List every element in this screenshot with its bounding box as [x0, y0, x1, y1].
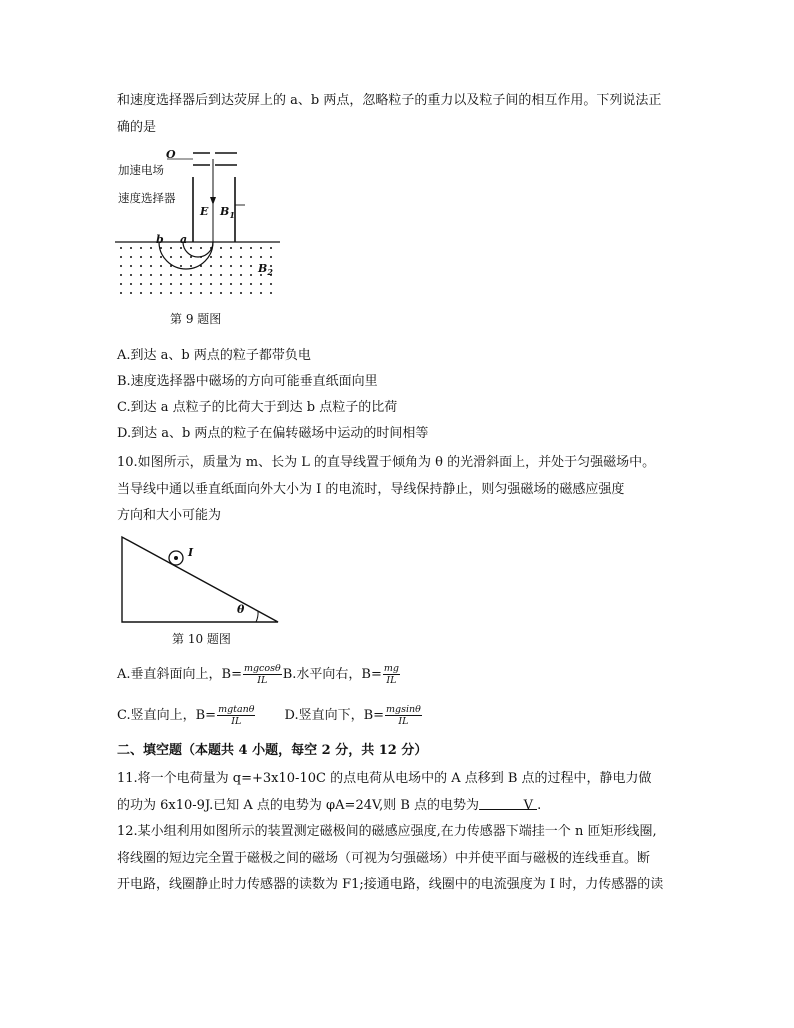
q12-line-3: 开电路，线圈静止时力传感器的读数为 F1;接通电路，线圈中的电流强度为 I 时，力传感器的读 [117, 877, 664, 892]
field-dot [210, 265, 212, 267]
field-dot [130, 292, 132, 294]
field-dot [240, 283, 242, 285]
field-dot [230, 247, 232, 249]
field-dot [160, 283, 162, 285]
fig9-label-b: b [156, 233, 164, 246]
field-dot [130, 274, 132, 276]
q10-option-a-fraction: $\frac{mgcos\theta}{IL}$ [243, 663, 281, 686]
q10-option-d-text: D.竖直向下，B= [284, 708, 385, 723]
field-dot [160, 274, 162, 276]
field-dot [140, 256, 142, 258]
field-dot [150, 256, 152, 258]
field-dot [150, 247, 152, 249]
field-dot [200, 247, 202, 249]
fig10-label-current: I [188, 546, 194, 559]
field-dot [160, 292, 162, 294]
field-dot [150, 274, 152, 276]
field-dot [220, 265, 222, 267]
q9-option-c: C.到达 a 点粒子的比荷大于到达 b 点粒子的比荷 [117, 400, 398, 415]
field-dot [240, 265, 242, 267]
field-dot [230, 265, 232, 267]
field-dot [220, 283, 222, 285]
fig10-label-theta: θ [237, 603, 245, 616]
field-dot [270, 256, 272, 258]
field-dot [210, 283, 212, 285]
field-dot [190, 274, 192, 276]
field-dot [140, 283, 142, 285]
field-dot [120, 292, 122, 294]
q11-line-1: 11.将一个电荷量为 q=+3x10-10C 的点电荷从电场中的 A 点移到 B 点的过程中，静电力做 [117, 771, 652, 786]
field-dot [260, 247, 262, 249]
field-dot [130, 247, 132, 249]
field-dot [230, 256, 232, 258]
field-dot [130, 256, 132, 258]
fig9-label-B1: $B_1$ [220, 205, 235, 221]
field-dot [180, 274, 182, 276]
field-dot [170, 247, 172, 249]
field-dot [210, 256, 212, 258]
field-dot [240, 274, 242, 276]
field-dot [140, 274, 142, 276]
q9-option-a: A.到达 a、b 两点的粒子都带负电 [117, 348, 311, 363]
field-dot [210, 274, 212, 276]
field-dot [270, 283, 272, 285]
q10-options-row-1 [117, 662, 401, 688]
q10-option-c-text: C.竖直向上，B= [117, 708, 217, 723]
q9-option-b: B.速度选择器中磁场的方向可能垂直纸面向里 [117, 374, 378, 389]
field-dot [260, 292, 262, 294]
field-dot [120, 274, 122, 276]
field-dot [220, 247, 222, 249]
field-dot [220, 256, 222, 258]
field-dot [160, 256, 162, 258]
q12-line-1: 12.某小组利用如图所示的装置测定磁极间的磁感应强度,在力传感器下端挂一个 n 匝矩形线圈, [117, 824, 657, 839]
field-dot [230, 283, 232, 285]
field-dot [190, 283, 192, 285]
field-dot [240, 256, 242, 258]
fig9-label-velocity-selector: 速度选择器 [118, 191, 176, 205]
field-dot [200, 292, 202, 294]
q10-option-d-fraction: $\frac{mgsin\theta}{IL}$ [386, 704, 421, 727]
q9-option-d: D.到达 a、b 两点的粒子在偏转磁场中运动的时间相等 [117, 426, 429, 441]
field-dot [250, 247, 252, 249]
q10-line-1: 10.如图所示，质量为 m、长为 L 的直导线置于倾角为 θ 的光滑斜面上，并处于匀强磁场中。 [117, 455, 656, 470]
field-dot [220, 292, 222, 294]
intro-line-2: 确的是 [117, 120, 157, 135]
field-dot [180, 283, 182, 285]
field-dot [200, 283, 202, 285]
field-dot [120, 283, 122, 285]
section-2-heading: 二、填空题（本题共 4 小题，每空 2 分，共 12 分） [117, 743, 428, 758]
field-dot [260, 256, 262, 258]
field-dot [170, 292, 172, 294]
fig9-label-B2: $B_2$ [258, 262, 273, 278]
field-dot [230, 274, 232, 276]
field-dot [250, 274, 252, 276]
field-dot [140, 265, 142, 267]
field-dot [250, 292, 252, 294]
fig10-caption: 第 10 题图 [172, 632, 231, 646]
q11-line-2: 的功为 6x10-9J.已知 A 点的电势为 φA=24V,则 B 点的电势为 V . [117, 798, 542, 813]
magnetic-field-dots [120, 247, 272, 294]
field-dot [210, 292, 212, 294]
field-dot [150, 265, 152, 267]
field-dot [180, 247, 182, 249]
field-dot [150, 292, 152, 294]
field-dot [180, 292, 182, 294]
figure-10-incline-diagram [118, 534, 284, 626]
field-dot [200, 274, 202, 276]
field-dot [120, 265, 122, 267]
field-dot [120, 247, 122, 249]
fig9-label-accel-field: 加速电场 [118, 163, 164, 177]
q10-line-3: 方向和大小可能为 [117, 508, 222, 523]
field-dot [120, 256, 122, 258]
field-dot [270, 292, 272, 294]
field-dot [270, 247, 272, 249]
field-dot [240, 292, 242, 294]
field-dot [170, 274, 172, 276]
field-dot [190, 292, 192, 294]
field-dot [170, 283, 172, 285]
field-dot [190, 247, 192, 249]
field-dot [220, 274, 222, 276]
q10-option-b-text: B.水平向右，B= [282, 667, 382, 682]
field-dot [130, 265, 132, 267]
field-dot [180, 256, 182, 258]
q10-option-c-fraction: $\frac{mgtan\theta}{IL}$ [218, 704, 255, 727]
fig9-label-O: O [166, 148, 176, 161]
field-dot [140, 247, 142, 249]
field-dot [230, 292, 232, 294]
field-dot [140, 292, 142, 294]
field-dot [260, 283, 262, 285]
q10-options-row-2 [117, 703, 423, 729]
field-dot [190, 265, 192, 267]
intro-line-1: 和速度选择器后到达荧屏上的 a、b 两点，忽略粒子的重力以及粒子间的相互作用。下列说法正 [117, 93, 662, 108]
field-dot [250, 265, 252, 267]
field-dot [150, 283, 152, 285]
fig9-label-a: a [180, 233, 188, 246]
field-dot [240, 247, 242, 249]
fig9-label-E: E [200, 205, 209, 218]
q10-line-2: 当导线中通以垂直纸面向外大小为 I 的电流时，导线保持静止，则匀强磁场的磁感应强度 [117, 482, 625, 497]
q11-answer-blank[interactable]: V [479, 797, 537, 810]
field-dot [170, 256, 172, 258]
q12-line-2: 将线圈的短边完全置于磁极之间的磁场（可视为匀强磁场）中并使平面与磁极的连线垂直。断 [117, 851, 651, 866]
q10-option-b-fraction: $\frac{mg}{IL}$ [383, 663, 399, 686]
field-dot [160, 265, 162, 267]
field-dot [250, 256, 252, 258]
field-dot [250, 283, 252, 285]
fig9-caption: 第 9 题图 [170, 312, 222, 326]
field-dot [180, 265, 182, 267]
q10-option-a-text: A.垂直斜面向上，B= [117, 667, 242, 682]
field-dot [130, 283, 132, 285]
